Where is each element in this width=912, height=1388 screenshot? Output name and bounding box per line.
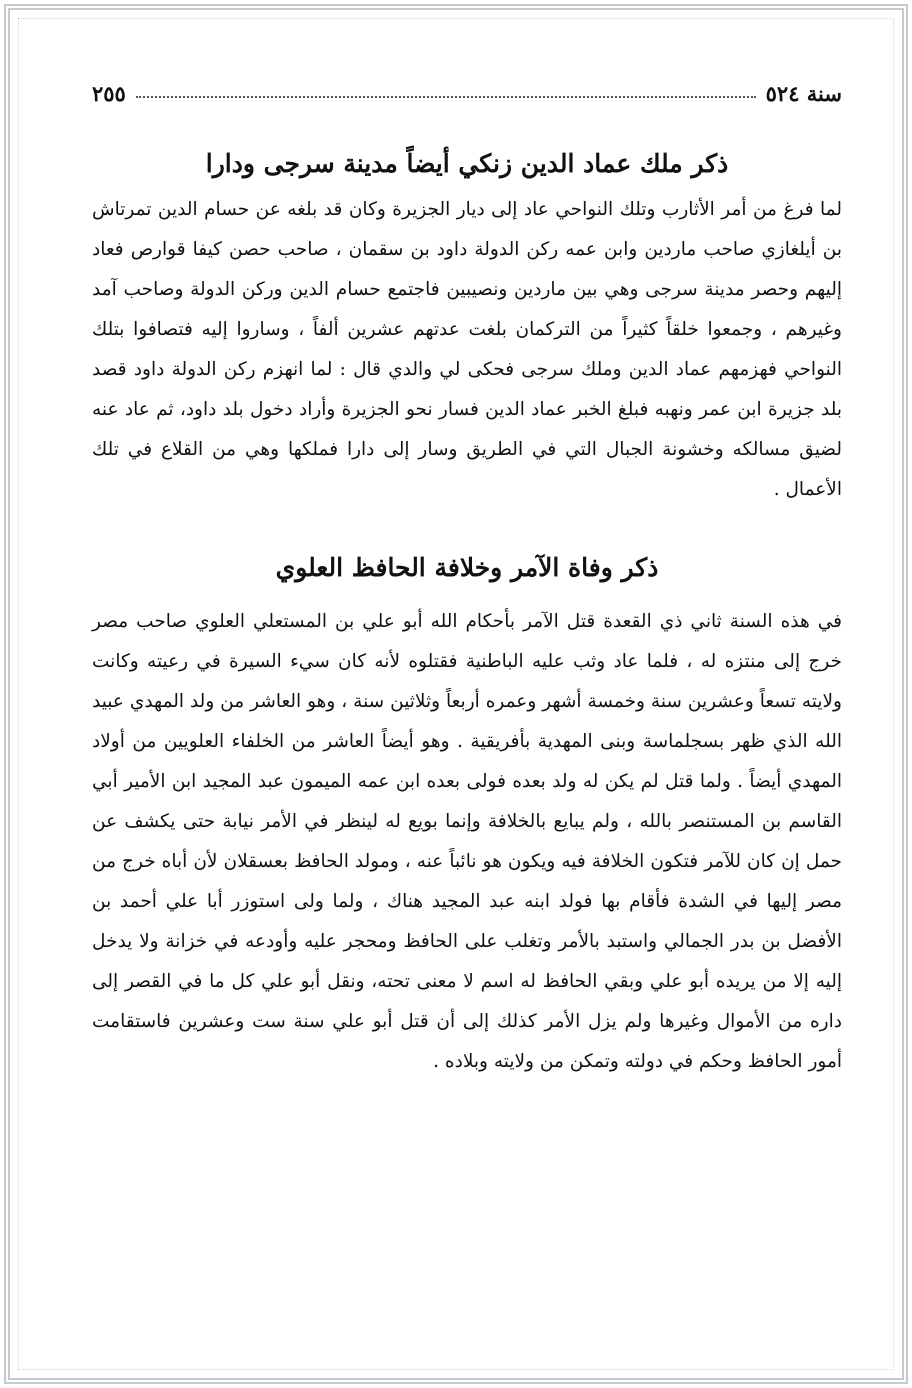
year-label: سنة ٥٢٤ — [765, 81, 842, 106]
section-title-zengi-conquest: ذكر ملك عماد الدين زنكي أيضاً مدينة سرجى ودارا — [205, 149, 729, 178]
section-body-amir-death: في هذه السنة ثاني ذي القعدة قتل الآمر بأحكام الله أبو علي بن المستعلي العلوي صاحب مصر خرج إلى منتزه له ، فلما عاد وثب عليه الباطنية فقتلوه لأنه كان سيء السيرة في رعيته وكانت ولايته تسعاً وعشرين سنة وخمسة أشهر وعمره أربعاً وثلاثين سنة ، وهو العاشر من ولد المهدي عبيد الله الذي ظهر بسجلماسة وبنى المهدية بأفريقية . وهو أيضاً العاشر من الخلفاء العلويين من أولاد المهدي أيضاً . ولما قتل لم يكن له ولد بعده فولى بعده ابن عمه الميمون عبد المجيد ابن الأمير أبي القاسم بن المستنصر بالله ، ولم يبايع بالخلافة وإنما بويع له لينظر في الأمر نيابة حتى يكشف عن حمل إن كان للآمر فتكون الخلافة فيه ويكون هو نائباً عنه ، ومولد الحافظ بعسقلان لأن أباه خرج من مصر إليها في الشدة فأقام بها فولد ابنه عبد المجيد هناك ، ولما ولى استوزر أبا علي أحمد بن الأفضل بن بدر الجمالي واستبد بالأمر وتغلب على الحافظ ومحجر عليه وأودعه في خزانة ولا يدخل إليه إلا من يريده أبو علي وبقي الحافظ له اسم لا معنى تحته، ونقل أبو علي كل ما في القصر إلى داره من الأموال وغيرها ولم يزل الأمر كذلك إلى أن قتل أبو علي سنة ست وعشرين فاستقامت أمور الحافظ وحكم في دولته وتمكن من ولايته وبلاده . — [92, 611, 842, 1072]
running-head — [92, 72, 842, 106]
book-page — [92, 72, 842, 1082]
section-title-amir-death: ذكر وفاة الآمر وخلافة الحافظ العلوي — [275, 553, 659, 582]
page-number: ٢٥٥ — [92, 81, 126, 106]
dotted-leader — [136, 96, 756, 98]
section-body-zengi-conquest: لما فرغ من أمر الأثارب وتلك النواحي عاد إلى ديار الجزيرة وكان قد بلغه عن حسام الدين تمرتاش بن أيلغازي صاحب ماردين وابن عمه ركن الدولة داود بن سقمان ، صاحب حصن كيفا قوارص فعاد إليهم وحصر مدينة سرجى وهي بين ماردين ونصيبين فاجتمع حسام الدين وركن الدولة وصاحب آمد وغيرهم ، وجمعوا خلقاً كثيراً من التركمان بلغت عدتهم عشرين ألفاً ، وساروا إليه فتصافوا بتلك النواحي فهزمهم عماد الدين وملك سرجى فحكى لي والدي قال : لما انهزم ركن الدولة داود قصد بلد جزيرة ابن عمر ونهبه فبلغ الخبر عماد الدين فسار نحو الجزيرة وأراد دخول بلد داود، ثم عاد عنه لضيق مسالكه وخشونة الجبال التي في الطريق وسار إلى دارا فملكها وهي من القلاع في تلك الأعمال . — [92, 199, 842, 500]
